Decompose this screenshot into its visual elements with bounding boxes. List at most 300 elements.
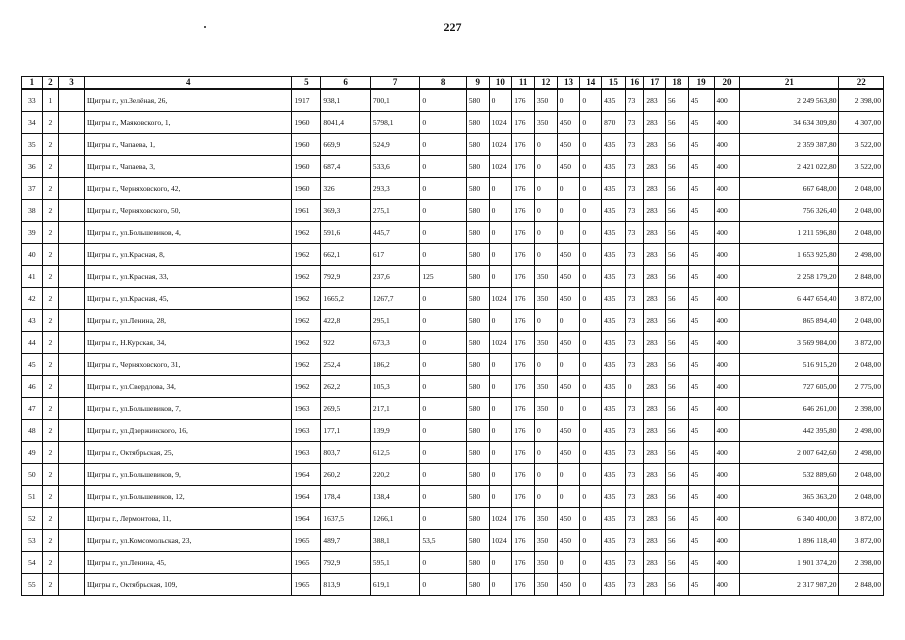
- table-row: [22, 178, 884, 200]
- table-cell: 1964: [292, 464, 321, 486]
- table-cell: 450: [557, 530, 580, 552]
- amount-cell: 2 048,00: [839, 200, 884, 222]
- table-cell: 56: [666, 112, 689, 134]
- table-cell: 0: [534, 244, 557, 266]
- table-cell: 1960: [292, 178, 321, 200]
- table-cell: [59, 244, 85, 266]
- table-cell: 237,6: [370, 266, 420, 288]
- address-cell: Щигры г., ул.Дзержинского, 16,: [84, 420, 291, 442]
- table-cell: 283: [644, 530, 666, 552]
- table-cell: 40: [22, 244, 43, 266]
- amount-cell: 365 363,20: [740, 486, 839, 508]
- table-cell: 580: [466, 332, 489, 354]
- table-cell: 435: [602, 574, 626, 596]
- table-cell: 580: [466, 552, 489, 574]
- table-cell: [59, 354, 85, 376]
- table-cell: 435: [602, 266, 626, 288]
- table-cell: 283: [644, 200, 666, 222]
- table-cell: 2: [42, 200, 59, 222]
- table-cell: 45: [688, 574, 714, 596]
- table-cell: 295,1: [370, 310, 420, 332]
- table-cell: 37: [22, 178, 43, 200]
- table-cell: 580: [466, 398, 489, 420]
- table-cell: 283: [644, 464, 666, 486]
- table-cell: 400: [714, 464, 740, 486]
- amount-cell: 1 896 118,40: [740, 530, 839, 552]
- table-cell: 435: [602, 552, 626, 574]
- amount-cell: 2 048,00: [839, 222, 884, 244]
- table-cell: 73: [625, 530, 644, 552]
- table-cell: 45: [688, 156, 714, 178]
- table-cell: 1024: [489, 156, 512, 178]
- amount-cell: 2 249 563,80: [740, 89, 839, 112]
- table-cell: 400: [714, 244, 740, 266]
- table-cell: 283: [644, 244, 666, 266]
- table-cell: 0: [420, 222, 466, 244]
- table-cell: 0: [580, 178, 602, 200]
- amount-cell: 2 498,00: [839, 244, 884, 266]
- table-cell: 56: [666, 530, 689, 552]
- table-cell: 580: [466, 420, 489, 442]
- table-cell: [59, 222, 85, 244]
- table-cell: 176: [512, 89, 535, 112]
- address-cell: Щигры г., ул.Свердлова, 34,: [84, 376, 291, 398]
- table-cell: 1266,1: [370, 508, 420, 530]
- table-cell: 400: [714, 552, 740, 574]
- table-cell: 0: [534, 200, 557, 222]
- table-cell: 56: [666, 398, 689, 420]
- amount-cell: 2 398,00: [839, 552, 884, 574]
- table-cell: 33: [22, 89, 43, 112]
- table-row: [22, 420, 884, 442]
- table-cell: 283: [644, 508, 666, 530]
- table-cell: 0: [557, 464, 580, 486]
- address-cell: Щигры г., ул.Большевиков, 9,: [84, 464, 291, 486]
- table-cell: 0: [534, 486, 557, 508]
- table-cell: 1963: [292, 442, 321, 464]
- table-cell: 0: [557, 398, 580, 420]
- table-cell: 524,9: [370, 134, 420, 156]
- table-cell: 350: [534, 332, 557, 354]
- table-cell: [59, 574, 85, 596]
- table-cell: 580: [466, 354, 489, 376]
- table-cell: 2: [42, 266, 59, 288]
- table-cell: 580: [466, 89, 489, 112]
- table-cell: 533,6: [370, 156, 420, 178]
- table-cell: [59, 89, 85, 112]
- table-cell: 435: [602, 200, 626, 222]
- amount-cell: 3 569 984,00: [740, 332, 839, 354]
- table-cell: 275,1: [370, 200, 420, 222]
- table-cell: 43: [22, 310, 43, 332]
- table-cell: 0: [580, 442, 602, 464]
- table-cell: 2: [42, 156, 59, 178]
- column-header-18: 18: [666, 77, 689, 90]
- table-cell: 50: [22, 464, 43, 486]
- table-cell: 0: [557, 222, 580, 244]
- table-cell: 45: [688, 266, 714, 288]
- table-cell: 1665,2: [321, 288, 371, 310]
- table-cell: 400: [714, 508, 740, 530]
- table-cell: 2: [42, 354, 59, 376]
- table-cell: 0: [557, 552, 580, 574]
- table-cell: 0: [534, 354, 557, 376]
- table-cell: 435: [602, 288, 626, 310]
- table-cell: 922: [321, 332, 371, 354]
- table-row: [22, 486, 884, 508]
- table-cell: 176: [512, 222, 535, 244]
- table-cell: 435: [602, 354, 626, 376]
- table-cell: 0: [580, 156, 602, 178]
- table-cell: [59, 552, 85, 574]
- table-cell: 400: [714, 178, 740, 200]
- table-cell: 176: [512, 134, 535, 156]
- table-cell: 73: [625, 200, 644, 222]
- amount-cell: 3 872,00: [839, 288, 884, 310]
- table-cell: 1962: [292, 222, 321, 244]
- amount-cell: 4 307,00: [839, 112, 884, 134]
- table-cell: 176: [512, 112, 535, 134]
- table-cell: 0: [557, 486, 580, 508]
- table-cell: 51: [22, 486, 43, 508]
- table-cell: 591,6: [321, 222, 371, 244]
- table-cell: 1960: [292, 134, 321, 156]
- amount-cell: 3 872,00: [839, 332, 884, 354]
- table-cell: 39: [22, 222, 43, 244]
- table-cell: 580: [466, 376, 489, 398]
- table-cell: 1962: [292, 354, 321, 376]
- table-cell: 73: [625, 332, 644, 354]
- table-cell: 45: [688, 486, 714, 508]
- table-cell: 1965: [292, 574, 321, 596]
- table-cell: 700,1: [370, 89, 420, 112]
- table-cell: 388,1: [370, 530, 420, 552]
- table-cell: 2: [42, 310, 59, 332]
- address-cell: Щигры г., ул.Большевиков, 7,: [84, 398, 291, 420]
- amount-cell: 2 359 387,80: [740, 134, 839, 156]
- table-cell: 2: [42, 222, 59, 244]
- table-row: [22, 376, 884, 398]
- table-cell: 617: [370, 244, 420, 266]
- table-cell: 45: [688, 178, 714, 200]
- address-cell: Щигры г., ул.Красная, 45,: [84, 288, 291, 310]
- table-cell: 0: [489, 552, 512, 574]
- table-cell: [59, 508, 85, 530]
- table-cell: [59, 398, 85, 420]
- table-cell: 73: [625, 574, 644, 596]
- table-cell: 580: [466, 442, 489, 464]
- table-cell: 0: [489, 178, 512, 200]
- table-cell: 56: [666, 244, 689, 266]
- table-cell: 0: [489, 244, 512, 266]
- table-cell: 0: [420, 376, 466, 398]
- table-cell: 0: [580, 552, 602, 574]
- table-row: [22, 310, 884, 332]
- table-cell: 1965: [292, 552, 321, 574]
- address-cell: Щигры г., ул.Ленина, 45,: [84, 552, 291, 574]
- table-cell: 580: [466, 288, 489, 310]
- table-cell: 139,9: [370, 420, 420, 442]
- column-header-21: 21: [740, 77, 839, 90]
- amount-cell: 1 211 596,80: [740, 222, 839, 244]
- table-cell: 400: [714, 222, 740, 244]
- table-cell: 0: [420, 200, 466, 222]
- table-cell: 176: [512, 266, 535, 288]
- table-cell: 350: [534, 530, 557, 552]
- table-cell: 673,3: [370, 332, 420, 354]
- table-cell: [59, 420, 85, 442]
- amount-cell: 727 605,00: [740, 376, 839, 398]
- table-cell: 283: [644, 376, 666, 398]
- table-cell: 176: [512, 552, 535, 574]
- address-cell: Щигры г., Черняховского, 31,: [84, 354, 291, 376]
- table-cell: 0: [580, 486, 602, 508]
- table-cell: 580: [466, 508, 489, 530]
- table-cell: 450: [557, 156, 580, 178]
- table-cell: 612,5: [370, 442, 420, 464]
- table-cell: 0: [420, 288, 466, 310]
- table-cell: 435: [602, 442, 626, 464]
- table-cell: 0: [420, 134, 466, 156]
- table-cell: 0: [580, 89, 602, 112]
- table-cell: 262,2: [321, 376, 371, 398]
- table-body: [22, 89, 884, 596]
- table-cell: 0: [580, 134, 602, 156]
- table-cell: 350: [534, 112, 557, 134]
- table-cell: [59, 530, 85, 552]
- table-cell: 1963: [292, 398, 321, 420]
- table-cell: 450: [557, 244, 580, 266]
- table-cell: 1963: [292, 420, 321, 442]
- table-row: [22, 89, 884, 112]
- table-cell: 669,9: [321, 134, 371, 156]
- table-row: [22, 288, 884, 310]
- table-cell: 326: [321, 178, 371, 200]
- table-cell: 369,3: [321, 200, 371, 222]
- housing-register-table: [21, 76, 884, 596]
- table-cell: 56: [666, 89, 689, 112]
- table-cell: 73: [625, 310, 644, 332]
- table-cell: 46: [22, 376, 43, 398]
- table-cell: 580: [466, 134, 489, 156]
- amount-cell: 2 775,00: [839, 376, 884, 398]
- table-cell: 73: [625, 398, 644, 420]
- table-cell: 283: [644, 332, 666, 354]
- table-cell: 283: [644, 442, 666, 464]
- table-cell: 73: [625, 508, 644, 530]
- column-header-12: 12: [534, 77, 557, 90]
- table-cell: 73: [625, 89, 644, 112]
- table-cell: 350: [534, 266, 557, 288]
- table-cell: 73: [625, 156, 644, 178]
- table-cell: 350: [534, 376, 557, 398]
- table-cell: 350: [534, 508, 557, 530]
- table-cell: 435: [602, 398, 626, 420]
- amount-cell: 646 261,00: [740, 398, 839, 420]
- table-cell: 580: [466, 486, 489, 508]
- table-row: [22, 508, 884, 530]
- table-row: [22, 266, 884, 288]
- table-cell: 1962: [292, 332, 321, 354]
- table-cell: 435: [602, 156, 626, 178]
- table-cell: 73: [625, 222, 644, 244]
- table-cell: 176: [512, 200, 535, 222]
- table-cell: 0: [557, 89, 580, 112]
- table-cell: 56: [666, 464, 689, 486]
- table-cell: 1024: [489, 508, 512, 530]
- table-cell: 0: [489, 398, 512, 420]
- table-cell: 45: [688, 530, 714, 552]
- table-cell: 2: [42, 420, 59, 442]
- table-cell: 813,9: [321, 574, 371, 596]
- table-cell: 0: [420, 354, 466, 376]
- table-cell: 792,9: [321, 552, 371, 574]
- table-cell: 0: [489, 222, 512, 244]
- table-cell: 283: [644, 354, 666, 376]
- table-cell: 0: [420, 508, 466, 530]
- table-cell: 176: [512, 486, 535, 508]
- table-cell: 45: [688, 376, 714, 398]
- table-cell: 687,4: [321, 156, 371, 178]
- amount-cell: 2 048,00: [839, 354, 884, 376]
- table-cell: 0: [580, 244, 602, 266]
- address-cell: Щигры г., ул.Зелёная, 26,: [84, 89, 291, 112]
- table-cell: 0: [420, 244, 466, 266]
- amount-cell: 442 395,80: [740, 420, 839, 442]
- table-cell: [59, 112, 85, 134]
- table-cell: 435: [602, 244, 626, 266]
- amount-cell: 3 522,00: [839, 134, 884, 156]
- table-cell: 283: [644, 288, 666, 310]
- table-cell: 53: [22, 530, 43, 552]
- table-cell: 283: [644, 310, 666, 332]
- address-cell: Щигры г., ул.Большевиков, 4,: [84, 222, 291, 244]
- table-row: [22, 442, 884, 464]
- table-cell: 176: [512, 354, 535, 376]
- table-cell: 0: [580, 112, 602, 134]
- column-header-16: 16: [625, 77, 644, 90]
- table-cell: [59, 376, 85, 398]
- column-header-17: 17: [644, 77, 666, 90]
- table-cell: 176: [512, 178, 535, 200]
- table-cell: 177,1: [321, 420, 371, 442]
- table-cell: 580: [466, 310, 489, 332]
- table-cell: 220,2: [370, 464, 420, 486]
- table-cell: 1965: [292, 530, 321, 552]
- table-cell: 0: [420, 112, 466, 134]
- column-header-7: 7: [370, 77, 420, 90]
- table-cell: 0: [489, 354, 512, 376]
- table-cell: 56: [666, 156, 689, 178]
- table-cell: [59, 332, 85, 354]
- table-cell: 0: [580, 574, 602, 596]
- table-cell: 176: [512, 244, 535, 266]
- table-cell: 0: [420, 574, 466, 596]
- table-cell: 435: [602, 508, 626, 530]
- table-cell: 283: [644, 134, 666, 156]
- table-cell: 176: [512, 376, 535, 398]
- table-cell: 2: [42, 530, 59, 552]
- table-cell: 45: [688, 244, 714, 266]
- table-cell: [59, 156, 85, 178]
- amount-cell: 2 498,00: [839, 420, 884, 442]
- table-cell: 1267,7: [370, 288, 420, 310]
- amount-cell: 2 848,00: [839, 266, 884, 288]
- table-cell: [59, 442, 85, 464]
- table-cell: 0: [534, 420, 557, 442]
- table-cell: 1024: [489, 530, 512, 552]
- amount-cell: 1 653 925,80: [740, 244, 839, 266]
- amount-cell: 2 048,00: [839, 178, 884, 200]
- table-cell: 0: [489, 574, 512, 596]
- table-cell: 580: [466, 222, 489, 244]
- table-cell: [59, 486, 85, 508]
- amount-cell: 2 398,00: [839, 398, 884, 420]
- amount-cell: 2 317 987,20: [740, 574, 839, 596]
- table-cell: 450: [557, 266, 580, 288]
- table-cell: 73: [625, 112, 644, 134]
- table-cell: 400: [714, 530, 740, 552]
- table-cell: 0: [534, 178, 557, 200]
- column-header-2: 2: [42, 77, 59, 90]
- table-cell: 0: [557, 354, 580, 376]
- table-cell: 283: [644, 112, 666, 134]
- table-cell: 1962: [292, 310, 321, 332]
- column-header-4: 4: [84, 77, 291, 90]
- amount-cell: 2 398,00: [839, 89, 884, 112]
- table-cell: 56: [666, 376, 689, 398]
- table-cell: [59, 464, 85, 486]
- table-cell: 450: [557, 442, 580, 464]
- table-cell: 435: [602, 89, 626, 112]
- table-row: [22, 574, 884, 596]
- table-cell: 0: [534, 442, 557, 464]
- address-cell: Щигры г., Чапаева, 1,: [84, 134, 291, 156]
- table-cell: 2: [42, 178, 59, 200]
- table-cell: 45: [688, 332, 714, 354]
- table-cell: 1962: [292, 288, 321, 310]
- table-cell: 1960: [292, 156, 321, 178]
- table-cell: 73: [625, 244, 644, 266]
- table-cell: 45: [688, 354, 714, 376]
- table-cell: 1961: [292, 200, 321, 222]
- table-cell: 176: [512, 332, 535, 354]
- table-cell: 0: [557, 310, 580, 332]
- table-cell: 2: [42, 244, 59, 266]
- table-cell: 176: [512, 508, 535, 530]
- table-cell: 73: [625, 266, 644, 288]
- table-cell: 125: [420, 266, 466, 288]
- table-cell: 45: [688, 398, 714, 420]
- table-cell: 450: [557, 420, 580, 442]
- table-cell: 56: [666, 508, 689, 530]
- table-cell: 435: [602, 486, 626, 508]
- address-cell: Щигры г., ул.Комсомольская, 23,: [84, 530, 291, 552]
- table-cell: 217,1: [370, 398, 420, 420]
- table-cell: 45: [688, 112, 714, 134]
- address-cell: Щигры г., ул.Красная, 33,: [84, 266, 291, 288]
- table-row: [22, 332, 884, 354]
- table-cell: 45: [688, 420, 714, 442]
- table-cell: 283: [644, 574, 666, 596]
- table-cell: 8041,4: [321, 112, 371, 134]
- table-cell: 350: [534, 89, 557, 112]
- table-cell: 34: [22, 112, 43, 134]
- table-cell: 176: [512, 530, 535, 552]
- table-cell: 0: [420, 156, 466, 178]
- table-cell: 45: [688, 200, 714, 222]
- table-cell: 435: [602, 310, 626, 332]
